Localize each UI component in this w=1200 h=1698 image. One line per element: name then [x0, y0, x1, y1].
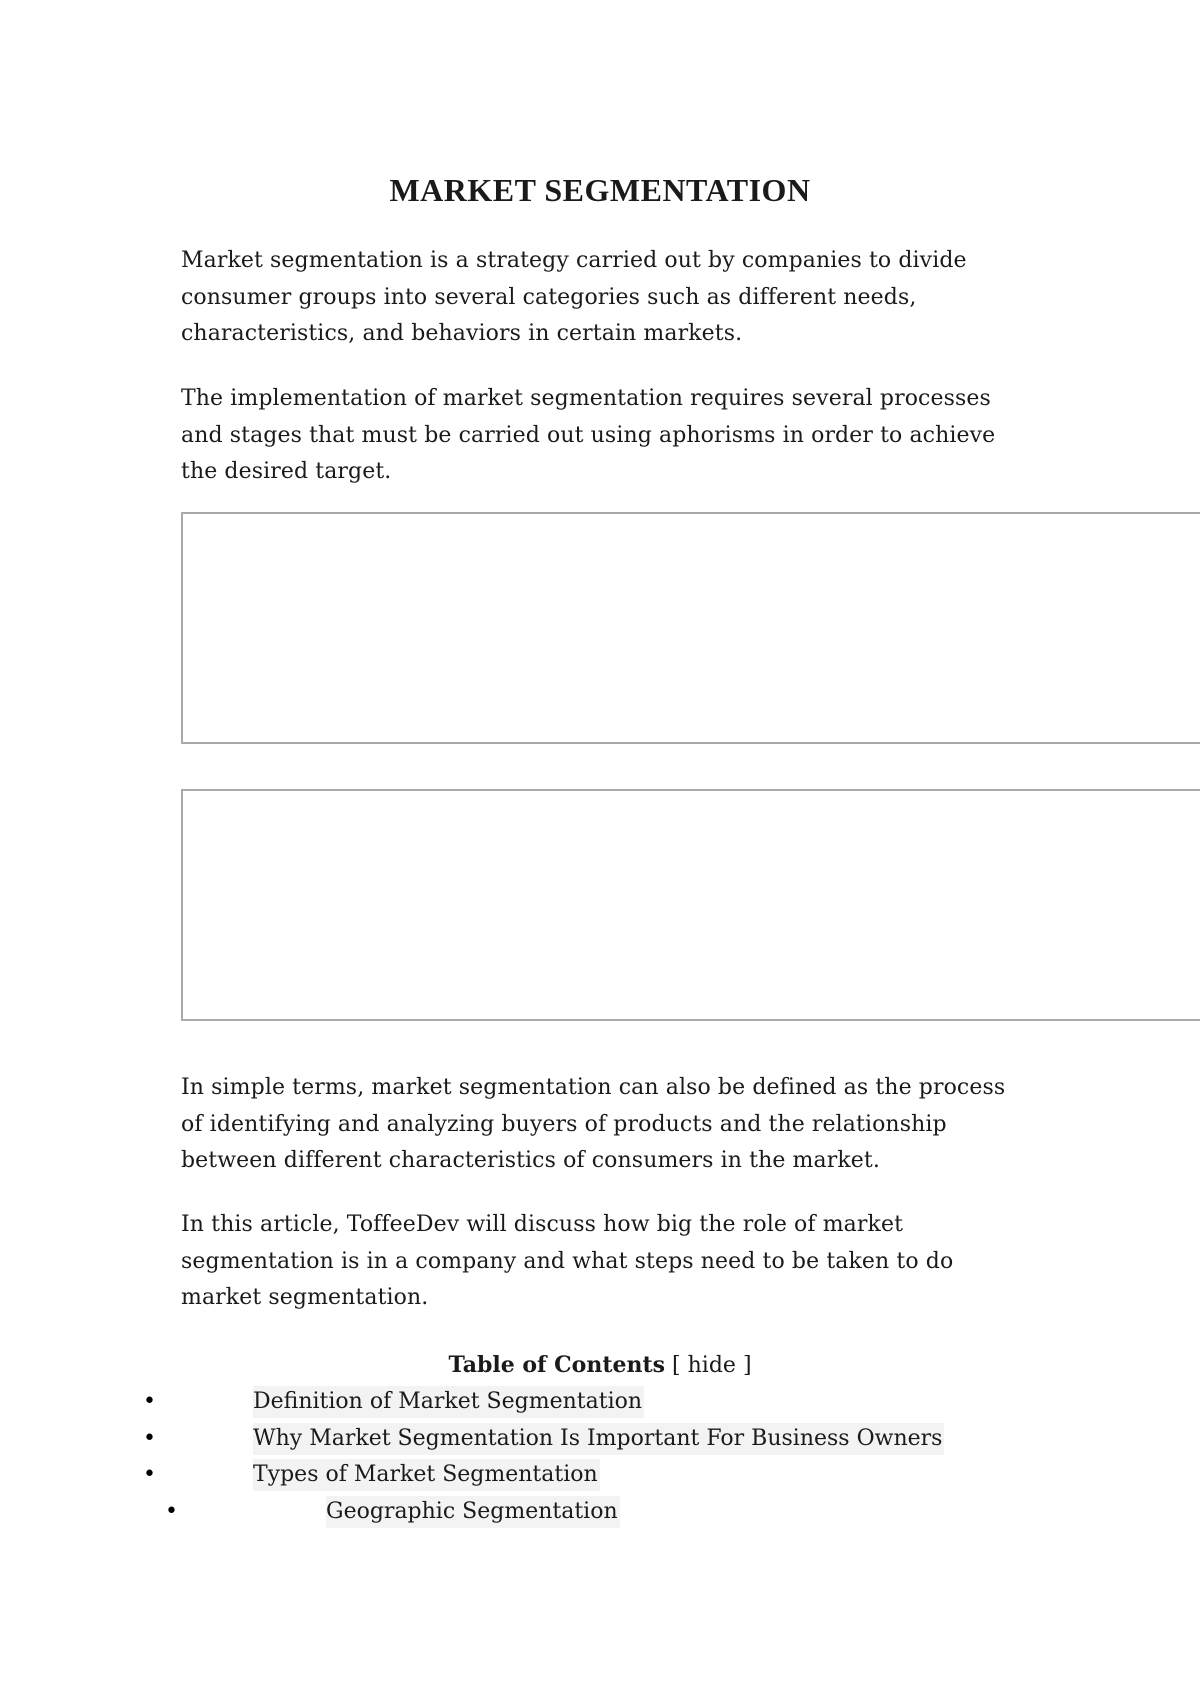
- toc-link-geographic[interactable]: Geographic Segmentation: [326, 1496, 620, 1528]
- toc-item: [0, 1457, 1200, 1494]
- bullet-icon: •: [143, 1389, 156, 1414]
- toc-hide-close-bracket: ]: [742, 1353, 752, 1378]
- implementation-paragraph: The implementation of market segmentation requires several processes and stages that must be carried out using aphorisms in order to achieve the desired target.: [181, 386, 996, 484]
- toc-item: [0, 1494, 1200, 1531]
- definition-paragraph: In simple terms, market segmentation can also be defined as the process of identifying and analyzing buyers of products and the relationship between different characteristics of consumers in the market.: [181, 1075, 1006, 1173]
- toc-header: [0, 1347, 1200, 1384]
- toc-hide-open-bracket: [: [672, 1353, 681, 1378]
- toc-link-types[interactable]: Types of Market Segmentation: [253, 1459, 600, 1491]
- bullet-icon: •: [143, 1425, 156, 1451]
- bullet-icon: •: [143, 1462, 156, 1487]
- intro-paragraph: Market segmentation is a strategy carried out by companies to divide consumer groups into several categories such as different needs, characteristics, and behaviors in certain markets.: [181, 248, 967, 346]
- toc-title: Table of Contents: [448, 1352, 666, 1378]
- toc-link-importance[interactable]: Why Market Segmentation Is Important For Business Owners: [253, 1423, 944, 1455]
- toc-hide-link[interactable]: hide: [687, 1353, 736, 1378]
- toc-item: [0, 1384, 1200, 1421]
- page-title: MARKET SEGMENTATION: [389, 172, 811, 208]
- bullet-icon: •: [165, 1498, 178, 1524]
- article-summary-paragraph: In this article, ToffeeDev will discuss how big the role of market segmentation is in a company and what steps need to be taken to do market segmentation.: [181, 1212, 954, 1310]
- embedded-frame-1: [181, 512, 1200, 744]
- toc-link-definition[interactable]: Definition of Market Segmentation: [253, 1386, 644, 1418]
- toc-list: [0, 1384, 1200, 1530]
- toc-item: [0, 1421, 1200, 1458]
- embedded-frame-2: [181, 789, 1200, 1021]
